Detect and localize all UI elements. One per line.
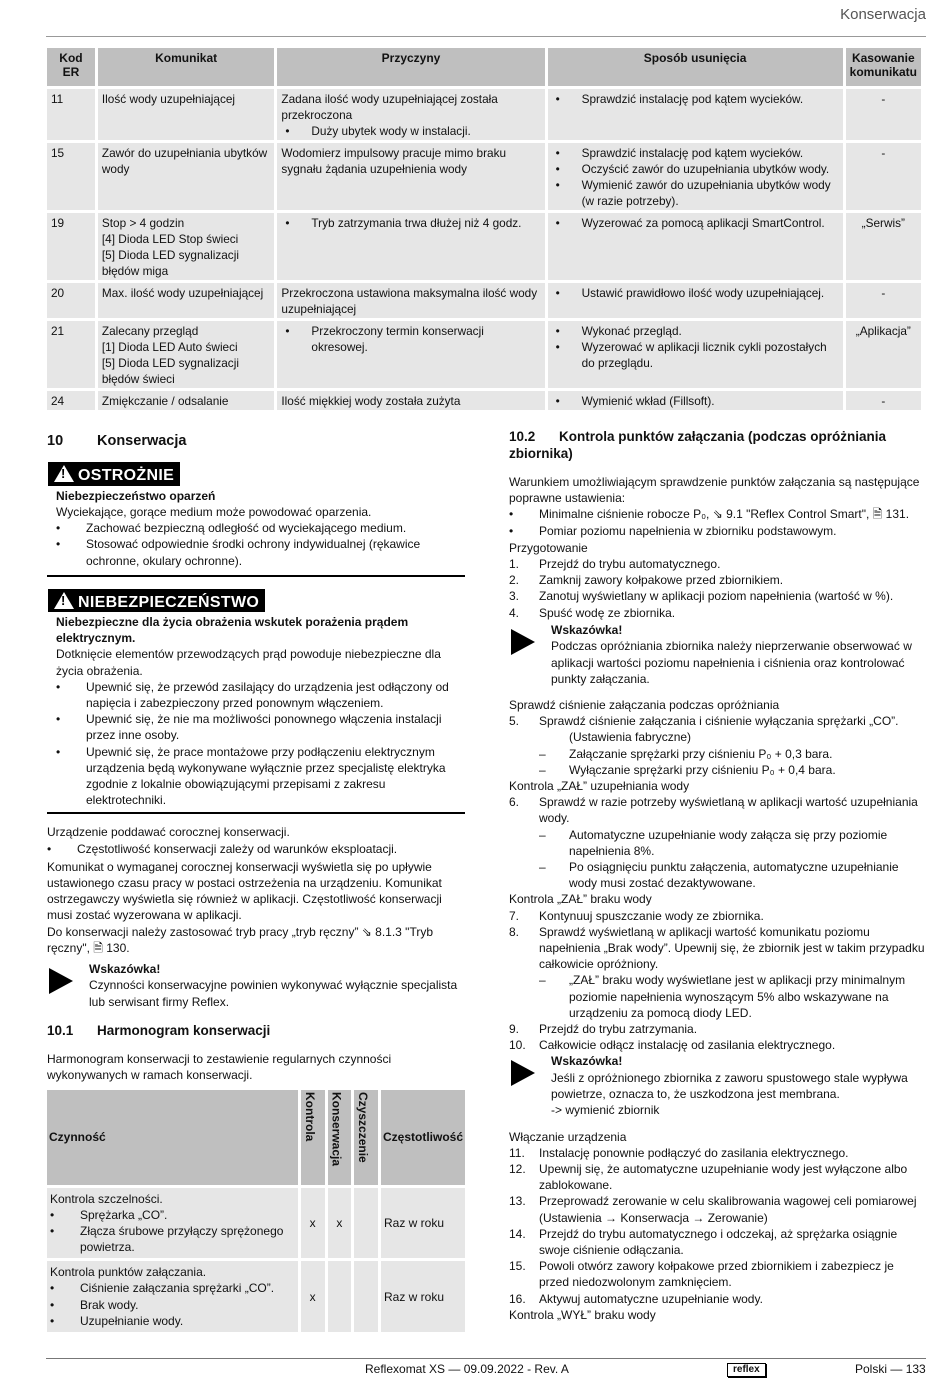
step-sub: (Ustawienia fabryczne) bbox=[569, 730, 692, 745]
cell-konserwacja: x bbox=[328, 1188, 352, 1259]
message-line: Max. ilość wody uzupełniającej bbox=[101, 286, 264, 300]
note-arrow-icon bbox=[511, 1060, 535, 1086]
causes-bullet: • Duży ubytek wody w instalacji. bbox=[281, 123, 540, 139]
causes-text: Przekroczona ustawiona maksymalna ilość wody uzupełniającej bbox=[281, 286, 538, 316]
schedule-row bbox=[47, 1188, 465, 1259]
cell-message bbox=[98, 89, 275, 140]
warning-triangle-icon bbox=[54, 592, 74, 609]
error-table-row bbox=[47, 283, 921, 318]
remedy-bullet: • Wyzerować za pomocą aplikacji SmartControl. bbox=[552, 215, 839, 231]
remedy-bullet: • Oczyścić zawór do uzupełniania ubytków wody. bbox=[552, 161, 839, 177]
caution-box bbox=[47, 462, 465, 577]
cell-message bbox=[98, 143, 275, 210]
cell-kontrola: x bbox=[301, 1261, 325, 1332]
paragraph: Urządzenie poddawać corocznej konserwacji. bbox=[47, 825, 290, 840]
label: Włączanie urządzenia bbox=[509, 1129, 627, 1144]
bullet: • Minimalne ciśnienie robocze P₀, ⇘ 9.1 "Reflex Control Smart", 🗎 131. bbox=[509, 507, 910, 522]
dash-item: – Automatyczne uzupełnianie wody załącza się przy poziomie napełnienia 8%. bbox=[539, 827, 888, 858]
message-line: [5] Dioda LED sygnalizacji błędów świeci bbox=[101, 356, 239, 386]
cell-remedies bbox=[548, 321, 843, 388]
row-title: Kontrola punktów załączania. bbox=[50, 1265, 207, 1280]
causes-text: Ilość miękkiej wody została zużyta bbox=[281, 394, 461, 408]
caution-divider bbox=[47, 575, 465, 577]
note-box bbox=[509, 1054, 927, 1118]
step: 9. Przejdź do trybu zatrzymania. bbox=[509, 1022, 698, 1036]
cell-message bbox=[98, 391, 275, 410]
step: 15. Powoli otwórz zawory kołpakowe przed zbiornikiem i zabezpiecz je przed niedozwolonym zamknięciem. bbox=[509, 1259, 894, 1290]
cell-code: 24 bbox=[47, 391, 95, 410]
message-line: Ilość wody uzupełniającej bbox=[101, 92, 236, 106]
cell-reset: - bbox=[846, 143, 921, 210]
col-header: Komunikat bbox=[98, 48, 275, 86]
error-table-row bbox=[47, 391, 921, 410]
col-header: Kasowanie komunikatu bbox=[846, 48, 921, 86]
section-heading: 10 Konserwacja bbox=[47, 433, 187, 449]
cell-czyszczenie bbox=[354, 1188, 378, 1259]
cell-frequency: Raz w roku bbox=[381, 1188, 465, 1259]
danger-title: Niebezpieczne dla życia obrażenia wskutek porażenia prądem elektrycznym. bbox=[56, 615, 409, 645]
cell-causes bbox=[277, 391, 544, 410]
note-arrow-icon bbox=[49, 968, 73, 994]
col-header: Kod ER bbox=[47, 48, 95, 86]
cell-reset: - bbox=[846, 391, 921, 410]
col-header: Sposób usunięcia bbox=[548, 48, 843, 86]
footer-page: Polski — 133 bbox=[855, 1362, 926, 1376]
cell-causes bbox=[277, 89, 544, 140]
cell-kontrola: x bbox=[301, 1188, 325, 1259]
cell-remedies bbox=[548, 391, 843, 410]
dash-item: – Po osiągnięciu punktu załączenia, automatyczne uzupełnianie wody musi zostać dezaktywowane. bbox=[539, 859, 899, 891]
note-text: -> wymienić zbiornik bbox=[551, 1103, 660, 1118]
step: 12. Upewnij się, że automatyczne uzupełnianie wody jest wyłączone albo zablokowane. bbox=[509, 1161, 908, 1193]
dash-item: – Wyłączanie sprężarki przy ciśnieniu P₀ + 0,4 bara. bbox=[539, 762, 836, 777]
note-title: Wskazówka! bbox=[89, 961, 161, 976]
caution-title: Niebezpieczeństwo oparzeń bbox=[56, 488, 216, 503]
cell-message bbox=[98, 321, 275, 388]
cell-message bbox=[98, 283, 275, 318]
note-text: Czynności konserwacyjne powinien wykonywać wyłącznie specjalista lub serwisant firmy Reflex. bbox=[89, 978, 458, 1009]
step: 3. Zanotuj wyświetlany w aplikacji poziom napełnienia (wartość w %). bbox=[509, 589, 894, 604]
col-header: Częstotliwość bbox=[381, 1090, 465, 1185]
cell-causes bbox=[277, 213, 544, 280]
cell-code: 19 bbox=[47, 213, 95, 280]
message-line: Zmiękczanie / odsalanie bbox=[101, 394, 229, 408]
reflex-logo: reflex bbox=[727, 1363, 766, 1377]
step: 2. Zamknij zawory kołpakowe przed zbiornikiem. bbox=[509, 573, 784, 588]
remedy-bullet: • Sprawdzić instalację pod kątem wycieków. bbox=[552, 91, 839, 107]
message-line: [4] Dioda LED Stop świeci bbox=[101, 232, 239, 246]
error-table-header-row bbox=[47, 48, 921, 86]
error-table-row bbox=[47, 321, 921, 388]
dash-item: – „ZAŁ” braku wody wyświetlane jest w aplikacji przy minimalnym poziomie napełnienia wynoszącym 5% albo wskazywane na urządzeniu za pomocą diody LED. bbox=[539, 973, 906, 1020]
paragraph: Komunikat o wymaganej corocznej konserwacji wyświetla się po upływie ustawionego czasu pracy w postaci ostrzeżenia na urządzeniu. Komunikat ostrzegawczy wyświetla się również w aplikacji. Częstotliwość konserwacji musi zostać wyzerowana w aplikacji. bbox=[47, 859, 442, 923]
subsection-heading: 10.2 Kontrola punktów załączania (podczas opróżniania zbiornika) bbox=[509, 429, 887, 461]
step: 11. Instalację ponownie podłączyć do zasilania elektrycznego. bbox=[509, 1145, 849, 1160]
header-divider bbox=[46, 36, 926, 37]
caution-label: !OSTROŻNIE bbox=[48, 462, 180, 486]
causes-bullet: • Przekroczony termin konserwacji okresowej. bbox=[281, 323, 540, 355]
causes-text: Zadana ilość wody uzupełniającej została przekroczona bbox=[281, 92, 498, 122]
remedy-bullet: • Wymienić wkład (Fillsoft). bbox=[552, 393, 839, 409]
message-line: [1] Dioda LED Auto świeci bbox=[101, 340, 238, 354]
maintenance-schedule-table bbox=[44, 1087, 468, 1335]
causes-text: Wodomierz impulsowy pracuje mimo braku sygnału żądania uzupełnienia wody bbox=[281, 146, 507, 176]
cell-message bbox=[98, 213, 275, 280]
step: 16. Aktywuj automatyczne uzupełnianie wody. bbox=[509, 1291, 763, 1306]
message-line: [5] Dioda LED sygnalizacji błędów miga bbox=[101, 248, 239, 278]
note-text: Jeśli z opróżnionego zbiornika z zaworu spustowego stale wypływa powietrze, oznacza to, że uszkodzona jest membrana. bbox=[551, 1070, 908, 1102]
cell-remedies bbox=[548, 283, 843, 318]
error-table-row bbox=[47, 143, 921, 210]
cell-causes bbox=[277, 283, 544, 318]
left-column bbox=[47, 432, 465, 1335]
note-title: Wskazówka! bbox=[551, 1054, 623, 1069]
step: 4. Spuść wodę ze zbiornika. bbox=[509, 605, 676, 620]
step: 7. Kontynuuj spuszczanie wody ze zbiornika. bbox=[509, 908, 764, 923]
paragraph: Harmonogram konserwacji to zestawienie regularnych czynności wykonywanych w ramach konserwacji. bbox=[47, 1051, 392, 1083]
right-column bbox=[509, 428, 927, 1323]
label: Kontrola „WYŁ” braku wody bbox=[509, 1307, 656, 1322]
step: 10. Całkowicie odłącz instalację od zasilania elektrycznego. bbox=[509, 1038, 836, 1053]
note-text: Podczas opróżniania zbiornika należy nieprzerwanie obserwować w aplikacji wartości poziomu napełnienia i ciśnienia oraz kontrolować punkty załączania. bbox=[551, 639, 912, 686]
cell-code: 21 bbox=[47, 321, 95, 388]
danger-box bbox=[47, 589, 465, 815]
footer-divider bbox=[46, 1358, 926, 1359]
cell-causes bbox=[277, 321, 544, 388]
footer-document-info: Reflexomat XS — 09.09.2022 - Rev. A bbox=[365, 1362, 569, 1376]
label: Sprawdź ciśnienie załączania podczas opróżniania bbox=[509, 697, 780, 712]
schedule-header-row bbox=[47, 1090, 465, 1185]
danger-label: !NIEBEZPIECZEŃSTWO bbox=[48, 589, 265, 613]
caution-bullet: • Stosować odpowiednie środki ochrony indywidualnej (rękawice ochronne, okulary ochronne). bbox=[56, 537, 421, 568]
message-line: Zalecany przegląd bbox=[101, 324, 199, 338]
bullet: • Pomiar poziomu napełnienia w zbiorniku podstawowym. bbox=[509, 523, 837, 538]
cell-causes bbox=[277, 143, 544, 210]
bullet: • Sprężarka „CO”. bbox=[50, 1207, 168, 1222]
error-table-row bbox=[47, 213, 921, 280]
message-line: Stop > 4 godzin bbox=[101, 216, 185, 230]
note-arrow-icon bbox=[511, 629, 535, 655]
cell-reset: - bbox=[846, 283, 921, 318]
step: 1. Przejdź do trybu automatycznego. bbox=[509, 557, 721, 572]
cell-remedies bbox=[548, 89, 843, 140]
paragraph-crossref: Do konserwacji należy zastosować tryb pracy „tryb ręczny” ⇘ 8.1.3 "Tryb ręczny", 🗎 130. bbox=[47, 924, 433, 955]
cell-konserwacja bbox=[328, 1261, 352, 1332]
bullet: • Częstotliwość konserwacji zależy od warunków eksploatacji. bbox=[47, 841, 398, 856]
cell-frequency: Raz w roku bbox=[381, 1261, 465, 1332]
cell-reset: „Serwis” bbox=[846, 213, 921, 280]
caution-text: Wyciekające, gorące medium może powodować oparzenia. bbox=[56, 505, 372, 519]
message-line: Zawór do uzupełniania ubytków wody bbox=[101, 146, 268, 176]
label: Kontrola „ZAŁ” braku wody bbox=[509, 892, 652, 907]
bullet: • Brak wody. bbox=[50, 1297, 139, 1312]
page-header-title: Konserwacja bbox=[840, 6, 926, 23]
warning-triangle-icon bbox=[54, 465, 74, 482]
paragraph: Warunkiem umożliwiającym sprawdzenie punktów załączania są następujące poprawne ustawienia: bbox=[509, 475, 920, 506]
subsection-heading: 10.1 Harmonogram konserwacji bbox=[47, 1022, 271, 1038]
col-header: Czynność bbox=[47, 1090, 298, 1185]
label: Kontrola „ZAŁ” uzupełniania wody bbox=[509, 778, 690, 793]
danger-bullet: • Upewnić się, że prace montażowe przy podłączeniu elektrycznym urządzenia będą wykonywane wyłącznie przez specjalistę elektryka zgodnie z lokalnie obowiązującymi przepisami z zakresu elektrotechniki. bbox=[56, 744, 446, 808]
label: Przygotowanie bbox=[509, 540, 588, 555]
bullet: • Ciśnienie załączania sprężarki „CO”. bbox=[50, 1281, 275, 1296]
danger-text: Dotknięcie elementów przewodzących prąd powoduje niebezpieczne dla życia obrażenia. bbox=[56, 647, 441, 678]
cell-code: 11 bbox=[47, 89, 95, 140]
cell-reset: - bbox=[846, 89, 921, 140]
causes-bullet: • Tryb zatrzymania trwa dłużej niż 4 godz. bbox=[281, 215, 540, 231]
col-header: Kontrola bbox=[302, 1092, 317, 1142]
col-header: Przyczyny bbox=[277, 48, 544, 86]
error-table bbox=[44, 45, 924, 413]
bullet: • Uzupełnianie wody. bbox=[50, 1313, 184, 1328]
cell-remedies bbox=[548, 213, 843, 280]
danger-bullet: • Upewnić się, że przewód zasilający do urządzenia jest odłączony od napięcia i zabezpieczony przed ponownym włączeniem. bbox=[56, 679, 449, 710]
danger-divider bbox=[47, 812, 465, 814]
step: 13. Przeprowadź zerowanie w celu skalibrowania wagowej celi pomiarowej (Ustawienia → Konserwacja → Zerowanie) bbox=[509, 1194, 917, 1225]
remedy-bullet: • Wymienić zawór do uzupełniania ubytków wody (w razie potrzeby). bbox=[552, 177, 839, 209]
step: 8. Sprawdź wyświetlaną w aplikacji wartość komunikatu poziomu napełnienia „Brak wody”. Upewnij się, że zbiornik jest w takim przypadku całkowicie opróżniony. bbox=[509, 924, 925, 972]
dash-item: – Załączanie sprężarki przy ciśnieniu P₀ + 0,3 bara. bbox=[539, 746, 833, 761]
remedy-bullet: • Sprawdzić instalację pod kątem wycieków. bbox=[552, 145, 839, 161]
bullet: • Złącza śrubowe przyłączy sprężonego powietrza. bbox=[50, 1223, 284, 1255]
note-title: Wskazówka! bbox=[551, 622, 623, 637]
remedy-bullet: • Ustawić prawidłowo ilość wody uzupełniającej. bbox=[552, 285, 839, 301]
error-table-row bbox=[47, 89, 921, 140]
step: 6. Sprawdź w razie potrzeby wyświetlaną w aplikacji wartość uzupełniania wody. bbox=[509, 795, 918, 826]
cell-czyszczenie bbox=[354, 1261, 378, 1332]
col-header: Czyszczenie bbox=[356, 1092, 371, 1163]
step: 5. Sprawdź ciśnienie załączania i ciśnienie wyłączania sprężarki „CO”. bbox=[509, 714, 899, 729]
step: 14. Przejdź do trybu automatycznego i odczekaj, aż sprężarka osiągnie swoje ciśnienie odłączania. bbox=[509, 1226, 898, 1257]
cell-code: 15 bbox=[47, 143, 95, 210]
col-header: Konserwacja bbox=[329, 1092, 344, 1167]
danger-bullet: • Upewnić się, że nie ma możliwości ponownego włączenia instalacji przez inne osoby. bbox=[56, 712, 442, 743]
cell-reset: „Aplikacja” bbox=[846, 321, 921, 388]
note-box bbox=[47, 962, 465, 1010]
cell-remedies bbox=[548, 143, 843, 210]
note-box bbox=[509, 623, 927, 687]
remedy-bullet: • Wyzerować w aplikacji licznik cykli pozostałych do przeglądu. bbox=[552, 339, 839, 371]
cell-code: 20 bbox=[47, 283, 95, 318]
row-title: Kontrola szczelności. bbox=[50, 1191, 163, 1206]
caution-bullet: • Zachować bezpieczną odległość od wyciekającego medium. bbox=[56, 521, 407, 536]
schedule-row bbox=[47, 1261, 465, 1332]
remedy-bullet: • Wykonać przegląd. bbox=[552, 323, 839, 339]
